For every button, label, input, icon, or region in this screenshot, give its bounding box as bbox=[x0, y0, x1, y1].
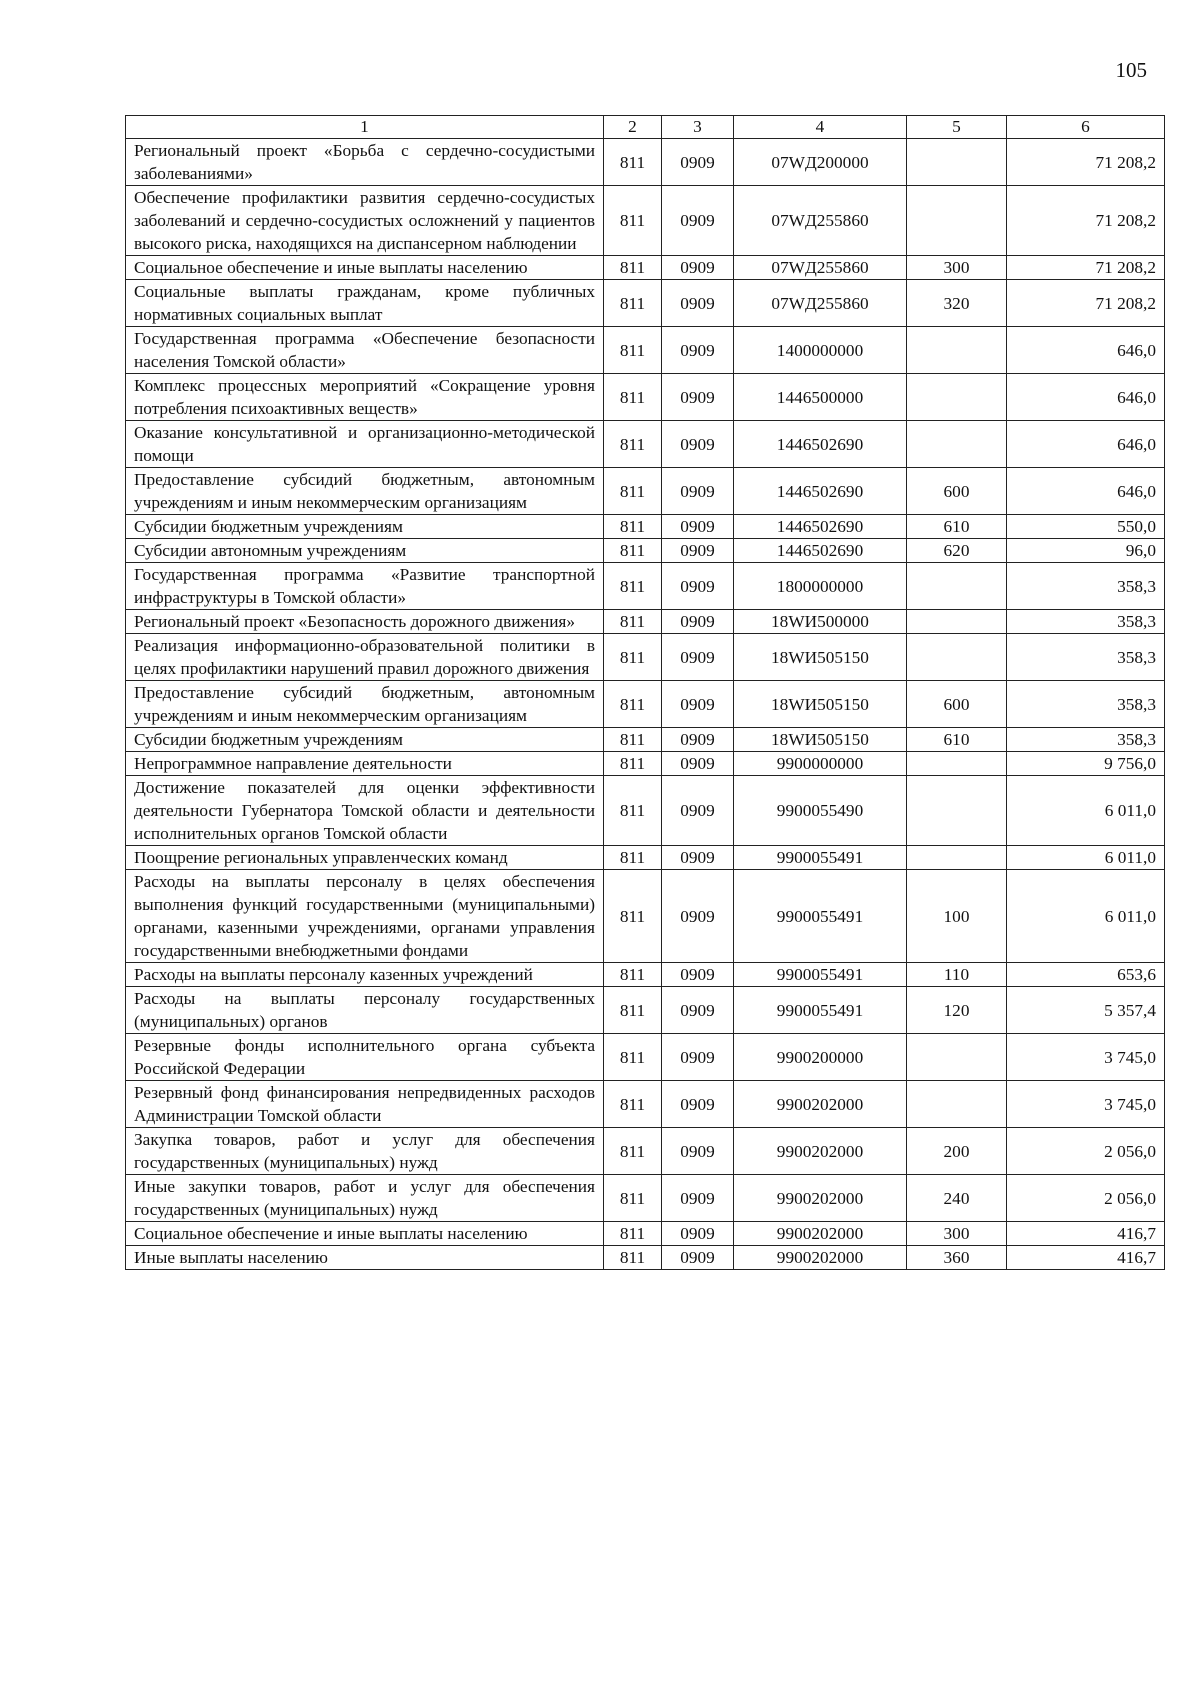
column-header: 5 bbox=[907, 116, 1007, 139]
table-row bbox=[126, 776, 1165, 846]
cell-admin-code: 811 bbox=[604, 681, 662, 728]
column-header: 6 bbox=[1007, 116, 1165, 139]
cell-expense-type bbox=[907, 563, 1007, 610]
table-row bbox=[126, 1222, 1165, 1246]
cell-name: Предоставление субсидий бюджетным, автономным учреждениям и иным некоммерческим организациям bbox=[126, 468, 604, 515]
cell-expense-type bbox=[907, 1034, 1007, 1081]
cell-admin-code: 811 bbox=[604, 515, 662, 539]
cell-target-code: 1446502690 bbox=[734, 421, 907, 468]
cell-admin-code: 811 bbox=[604, 186, 662, 256]
cell-amount: 358,3 bbox=[1007, 681, 1165, 728]
cell-section-code: 0909 bbox=[662, 139, 734, 186]
table-row bbox=[126, 610, 1165, 634]
cell-expense-type: 240 bbox=[907, 1175, 1007, 1222]
cell-amount: 416,7 bbox=[1007, 1246, 1165, 1270]
cell-expense-type bbox=[907, 752, 1007, 776]
cell-expense-type bbox=[907, 421, 1007, 468]
cell-name: Достижение показателей для оценки эффективности деятельности Губернатора Томской области и деятельности исполнительных органов Томской области bbox=[126, 776, 604, 846]
cell-admin-code: 811 bbox=[604, 963, 662, 987]
cell-target-code: 1800000000 bbox=[734, 563, 907, 610]
cell-admin-code: 811 bbox=[604, 634, 662, 681]
cell-amount: 646,0 bbox=[1007, 374, 1165, 421]
cell-section-code: 0909 bbox=[662, 1128, 734, 1175]
cell-section-code: 0909 bbox=[662, 634, 734, 681]
cell-section-code: 0909 bbox=[662, 256, 734, 280]
cell-section-code: 0909 bbox=[662, 280, 734, 327]
cell-admin-code: 811 bbox=[604, 280, 662, 327]
cell-amount: 358,3 bbox=[1007, 728, 1165, 752]
cell-name: Государственная программа «Обеспечение безопасности населения Томской области» bbox=[126, 327, 604, 374]
cell-expense-type bbox=[907, 139, 1007, 186]
cell-expense-type: 610 bbox=[907, 728, 1007, 752]
cell-amount: 646,0 bbox=[1007, 468, 1165, 515]
cell-expense-type: 110 bbox=[907, 963, 1007, 987]
cell-section-code: 0909 bbox=[662, 963, 734, 987]
column-header: 2 bbox=[604, 116, 662, 139]
table-header-row bbox=[126, 116, 1165, 139]
cell-name: Региональный проект «Борьба с сердечно-сосудистыми заболеваниями» bbox=[126, 139, 604, 186]
cell-expense-type: 360 bbox=[907, 1246, 1007, 1270]
cell-expense-type bbox=[907, 846, 1007, 870]
cell-target-code: 18WИ505150 bbox=[734, 634, 907, 681]
cell-name: Социальные выплаты гражданам, кроме публичных нормативных социальных выплат bbox=[126, 280, 604, 327]
cell-expense-type: 200 bbox=[907, 1128, 1007, 1175]
table-row bbox=[126, 563, 1165, 610]
cell-amount: 71 208,2 bbox=[1007, 139, 1165, 186]
cell-amount: 3 745,0 bbox=[1007, 1034, 1165, 1081]
cell-amount: 71 208,2 bbox=[1007, 186, 1165, 256]
table-row bbox=[126, 634, 1165, 681]
cell-name: Расходы на выплаты персоналу государственных (муниципальных) органов bbox=[126, 987, 604, 1034]
cell-name: Оказание консультативной и организационно-методической помощи bbox=[126, 421, 604, 468]
cell-name: Непрограммное направление деятельности bbox=[126, 752, 604, 776]
cell-target-code: 1446502690 bbox=[734, 468, 907, 515]
cell-target-code: 9900055490 bbox=[734, 776, 907, 846]
cell-section-code: 0909 bbox=[662, 1081, 734, 1128]
cell-name: Иные закупки товаров, работ и услуг для обеспечения государственных (муниципальных) нужд bbox=[126, 1175, 604, 1222]
cell-amount: 646,0 bbox=[1007, 327, 1165, 374]
cell-amount: 2 056,0 bbox=[1007, 1175, 1165, 1222]
cell-section-code: 0909 bbox=[662, 1246, 734, 1270]
cell-target-code: 18WИ505150 bbox=[734, 728, 907, 752]
budget-table bbox=[125, 115, 1165, 1270]
cell-amount: 71 208,2 bbox=[1007, 280, 1165, 327]
cell-admin-code: 811 bbox=[604, 728, 662, 752]
cell-name: Государственная программа «Развитие транспортной инфраструктуры в Томской области» bbox=[126, 563, 604, 610]
cell-amount: 550,0 bbox=[1007, 515, 1165, 539]
column-header: 3 bbox=[662, 116, 734, 139]
cell-admin-code: 811 bbox=[604, 987, 662, 1034]
table-row bbox=[126, 870, 1165, 963]
cell-amount: 3 745,0 bbox=[1007, 1081, 1165, 1128]
cell-admin-code: 811 bbox=[604, 421, 662, 468]
table-row bbox=[126, 139, 1165, 186]
cell-expense-type bbox=[907, 327, 1007, 374]
cell-amount: 5 357,4 bbox=[1007, 987, 1165, 1034]
cell-admin-code: 811 bbox=[604, 870, 662, 963]
cell-name: Реализация информационно-образовательной политики в целях профилактики нарушений правил дорожного движения bbox=[126, 634, 604, 681]
column-header: 1 bbox=[126, 116, 604, 139]
cell-expense-type: 320 bbox=[907, 280, 1007, 327]
cell-expense-type: 600 bbox=[907, 681, 1007, 728]
cell-section-code: 0909 bbox=[662, 728, 734, 752]
table-row bbox=[126, 987, 1165, 1034]
cell-name: Резервные фонды исполнительного органа субъекта Российской Федерации bbox=[126, 1034, 604, 1081]
cell-expense-type: 120 bbox=[907, 987, 1007, 1034]
cell-section-code: 0909 bbox=[662, 776, 734, 846]
cell-name: Расходы на выплаты персоналу в целях обеспечения выполнения функций государственными (муниципальными) органами, казенными учреждениями, органами управления государственными внебюджетными фондами bbox=[126, 870, 604, 963]
cell-name: Иные выплаты населению bbox=[126, 1246, 604, 1270]
table-row bbox=[126, 1128, 1165, 1175]
cell-section-code: 0909 bbox=[662, 846, 734, 870]
table-row bbox=[126, 681, 1165, 728]
cell-expense-type: 100 bbox=[907, 870, 1007, 963]
cell-target-code: 07WД255860 bbox=[734, 186, 907, 256]
cell-name: Субсидии бюджетным учреждениям bbox=[126, 515, 604, 539]
cell-admin-code: 811 bbox=[604, 327, 662, 374]
cell-section-code: 0909 bbox=[662, 610, 734, 634]
cell-name: Субсидии бюджетным учреждениям bbox=[126, 728, 604, 752]
cell-admin-code: 811 bbox=[604, 752, 662, 776]
cell-target-code: 9900000000 bbox=[734, 752, 907, 776]
cell-target-code: 1446502690 bbox=[734, 539, 907, 563]
cell-amount: 6 011,0 bbox=[1007, 870, 1165, 963]
cell-amount: 358,3 bbox=[1007, 610, 1165, 634]
cell-section-code: 0909 bbox=[662, 468, 734, 515]
table-row bbox=[126, 752, 1165, 776]
cell-section-code: 0909 bbox=[662, 870, 734, 963]
cell-admin-code: 811 bbox=[604, 539, 662, 563]
cell-admin-code: 811 bbox=[604, 1222, 662, 1246]
cell-admin-code: 811 bbox=[604, 846, 662, 870]
cell-target-code: 18WИ500000 bbox=[734, 610, 907, 634]
cell-target-code: 9900055491 bbox=[734, 987, 907, 1034]
cell-section-code: 0909 bbox=[662, 374, 734, 421]
cell-target-code: 1400000000 bbox=[734, 327, 907, 374]
cell-section-code: 0909 bbox=[662, 515, 734, 539]
cell-expense-type: 620 bbox=[907, 539, 1007, 563]
cell-section-code: 0909 bbox=[662, 327, 734, 374]
cell-target-code: 9900202000 bbox=[734, 1081, 907, 1128]
cell-target-code: 9900055491 bbox=[734, 963, 907, 987]
cell-name: Комплекс процессных мероприятий «Сокращение уровня потребления психоактивных веществ» bbox=[126, 374, 604, 421]
cell-name: Закупка товаров, работ и услуг для обеспечения государственных (муниципальных) нужд bbox=[126, 1128, 604, 1175]
cell-admin-code: 811 bbox=[604, 1128, 662, 1175]
cell-amount: 358,3 bbox=[1007, 563, 1165, 610]
table-row bbox=[126, 1081, 1165, 1128]
cell-target-code: 9900055491 bbox=[734, 846, 907, 870]
cell-target-code: 9900055491 bbox=[734, 870, 907, 963]
column-header: 4 bbox=[734, 116, 907, 139]
cell-name: Обеспечение профилактики развития сердечно-сосудистых заболеваний и сердечно-сосудистых осложнений у пациентов высокого риска, находящихся на диспансерном наблюдении bbox=[126, 186, 604, 256]
cell-name: Социальное обеспечение и иные выплаты населению bbox=[126, 1222, 604, 1246]
cell-section-code: 0909 bbox=[662, 563, 734, 610]
cell-target-code: 9900202000 bbox=[734, 1246, 907, 1270]
table-row bbox=[126, 256, 1165, 280]
cell-target-code: 9900200000 bbox=[734, 1034, 907, 1081]
cell-target-code: 07WД255860 bbox=[734, 256, 907, 280]
cell-name: Социальное обеспечение и иные выплаты населению bbox=[126, 256, 604, 280]
table-row bbox=[126, 280, 1165, 327]
cell-name: Субсидии автономным учреждениям bbox=[126, 539, 604, 563]
cell-admin-code: 811 bbox=[604, 139, 662, 186]
cell-section-code: 0909 bbox=[662, 539, 734, 563]
table-row bbox=[126, 728, 1165, 752]
cell-admin-code: 811 bbox=[604, 374, 662, 421]
cell-admin-code: 811 bbox=[604, 468, 662, 515]
cell-target-code: 9900202000 bbox=[734, 1175, 907, 1222]
cell-amount: 2 056,0 bbox=[1007, 1128, 1165, 1175]
table-row bbox=[126, 1246, 1165, 1270]
cell-expense-type: 610 bbox=[907, 515, 1007, 539]
cell-target-code: 1446502690 bbox=[734, 515, 907, 539]
cell-expense-type bbox=[907, 610, 1007, 634]
cell-amount: 416,7 bbox=[1007, 1222, 1165, 1246]
cell-amount: 71 208,2 bbox=[1007, 256, 1165, 280]
page-number: 105 bbox=[1115, 58, 1147, 82]
cell-amount: 9 756,0 bbox=[1007, 752, 1165, 776]
cell-name: Поощрение региональных управленческих команд bbox=[126, 846, 604, 870]
table-row bbox=[126, 186, 1165, 256]
cell-target-code: 9900202000 bbox=[734, 1222, 907, 1246]
cell-amount: 6 011,0 bbox=[1007, 846, 1165, 870]
cell-section-code: 0909 bbox=[662, 752, 734, 776]
cell-admin-code: 811 bbox=[604, 1175, 662, 1222]
cell-admin-code: 811 bbox=[604, 776, 662, 846]
cell-admin-code: 811 bbox=[604, 1034, 662, 1081]
cell-name: Расходы на выплаты персоналу казенных учреждений bbox=[126, 963, 604, 987]
cell-admin-code: 811 bbox=[604, 256, 662, 280]
cell-section-code: 0909 bbox=[662, 681, 734, 728]
cell-amount: 96,0 bbox=[1007, 539, 1165, 563]
cell-expense-type bbox=[907, 1081, 1007, 1128]
cell-name: Резервный фонд финансирования непредвиденных расходов Администрации Томской области bbox=[126, 1081, 604, 1128]
cell-amount: 6 011,0 bbox=[1007, 776, 1165, 846]
table-row bbox=[126, 539, 1165, 563]
table-row bbox=[126, 1034, 1165, 1081]
cell-target-code: 1446500000 bbox=[734, 374, 907, 421]
cell-section-code: 0909 bbox=[662, 1222, 734, 1246]
cell-admin-code: 811 bbox=[604, 1246, 662, 1270]
cell-amount: 358,3 bbox=[1007, 634, 1165, 681]
table-row bbox=[126, 963, 1165, 987]
cell-admin-code: 811 bbox=[604, 610, 662, 634]
table-row bbox=[126, 515, 1165, 539]
cell-expense-type: 300 bbox=[907, 1222, 1007, 1246]
table-row bbox=[126, 1175, 1165, 1222]
cell-expense-type: 300 bbox=[907, 256, 1007, 280]
table-row bbox=[126, 421, 1165, 468]
cell-admin-code: 811 bbox=[604, 1081, 662, 1128]
cell-amount: 653,6 bbox=[1007, 963, 1165, 987]
cell-expense-type bbox=[907, 186, 1007, 256]
table-row bbox=[126, 468, 1165, 515]
table-row bbox=[126, 327, 1165, 374]
table-row bbox=[126, 374, 1165, 421]
cell-section-code: 0909 bbox=[662, 1034, 734, 1081]
cell-expense-type bbox=[907, 374, 1007, 421]
cell-section-code: 0909 bbox=[662, 987, 734, 1034]
cell-name: Предоставление субсидий бюджетным, автономным учреждениям и иным некоммерческим организациям bbox=[126, 681, 604, 728]
cell-target-code: 07WД200000 bbox=[734, 139, 907, 186]
cell-expense-type bbox=[907, 776, 1007, 846]
cell-target-code: 18WИ505150 bbox=[734, 681, 907, 728]
cell-section-code: 0909 bbox=[662, 421, 734, 468]
table-row bbox=[126, 846, 1165, 870]
cell-section-code: 0909 bbox=[662, 1175, 734, 1222]
cell-expense-type bbox=[907, 634, 1007, 681]
cell-name: Региональный проект «Безопасность дорожного движения» bbox=[126, 610, 604, 634]
table-body bbox=[126, 139, 1165, 1270]
cell-target-code: 9900202000 bbox=[734, 1128, 907, 1175]
cell-expense-type: 600 bbox=[907, 468, 1007, 515]
cell-amount: 646,0 bbox=[1007, 421, 1165, 468]
cell-admin-code: 811 bbox=[604, 563, 662, 610]
cell-section-code: 0909 bbox=[662, 186, 734, 256]
cell-target-code: 07WД255860 bbox=[734, 280, 907, 327]
